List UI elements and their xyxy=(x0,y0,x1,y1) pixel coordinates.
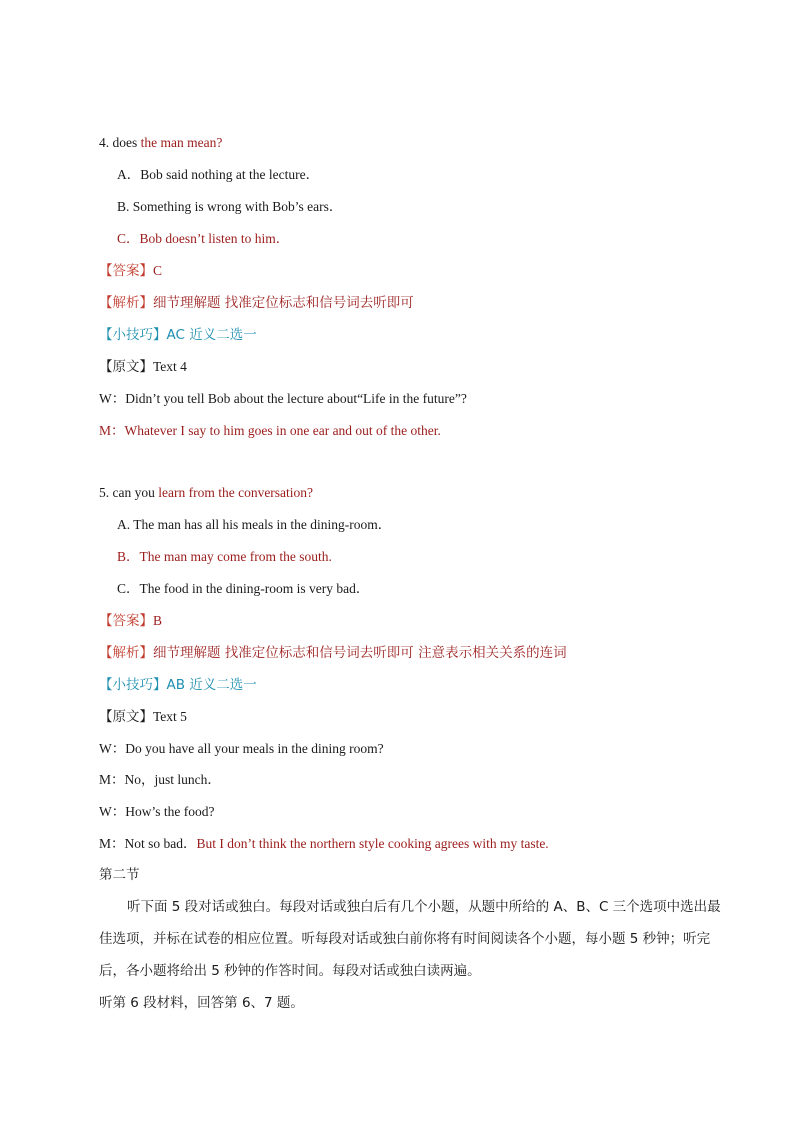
q5-tip: 【小技巧】AB 近义二选一 xyxy=(99,677,257,693)
q4-option-b: B. Something is wrong with Bob’s ears． xyxy=(117,199,343,214)
q4-stem: 4. does the man mean? xyxy=(99,135,223,150)
q5-answer: 【答案】B xyxy=(99,613,163,629)
q5-stem: 5. can you learn from the conversation? xyxy=(99,485,314,500)
q5-option-a: A. The man has all his meals in the dining-room． xyxy=(117,517,392,532)
q5-dialogue-w1: W：Do you have all your meals in the dining room? xyxy=(99,741,384,756)
q4-answer: 【答案】C xyxy=(99,263,163,279)
q5-option-c: C．The food in the dining-room is very bad． xyxy=(117,581,370,596)
q5-analysis: 【解析】细节理解题 找准定位标志和信号词去听即可 注意表示相关关系的连词 xyxy=(99,645,567,661)
q5-dialogue-m2: M：Not so bad．But I don’t think the northern style cooking agrees with my taste. xyxy=(99,836,549,851)
q4-dialogue-w: W：Didn’t you tell Bob about the lecture about“Life in the future”? xyxy=(99,391,467,406)
q4-option-c: C．Bob doesn’t listen to him． xyxy=(117,231,290,246)
q5-dialogue-m1: M：No，just lunch． xyxy=(99,772,221,787)
q5-original: 【原文】Text 5 xyxy=(99,709,187,725)
material-note: 听第 6 段材料，回答第 6、7 题。 xyxy=(99,995,304,1011)
q4-analysis: 【解析】细节理解题 找准定位标志和信号词去听即可 xyxy=(99,295,414,311)
q4-original: 【原文】Text 4 xyxy=(99,359,187,375)
q4-tip: 【小技巧】AC 近义二选一 xyxy=(99,327,257,343)
section-heading: 第二节 xyxy=(99,867,140,883)
section-instructions: 听下面 5 段对话或独白。每段对话或独白后有几个小题，从题中所给的 A、B、C 三个选项中选出最佳选项，并标在试卷的相应位置。听每段对话或独白前你将有时间阅读各个小题，每小题 5 秒钟；听完后，各小题将给出 5 秒钟的作答时间。每段对话或独白读两遍。 xyxy=(99,899,721,979)
q5-option-b: B．The man may come from the south. xyxy=(117,549,332,564)
q4-option-a: A．Bob said nothing at the lecture． xyxy=(117,167,320,182)
q5-dialogue-w2: W：How’s the food? xyxy=(99,804,215,819)
q4-dialogue-m: M：Whatever I say to him goes in one ear and out of the other. xyxy=(99,423,441,438)
